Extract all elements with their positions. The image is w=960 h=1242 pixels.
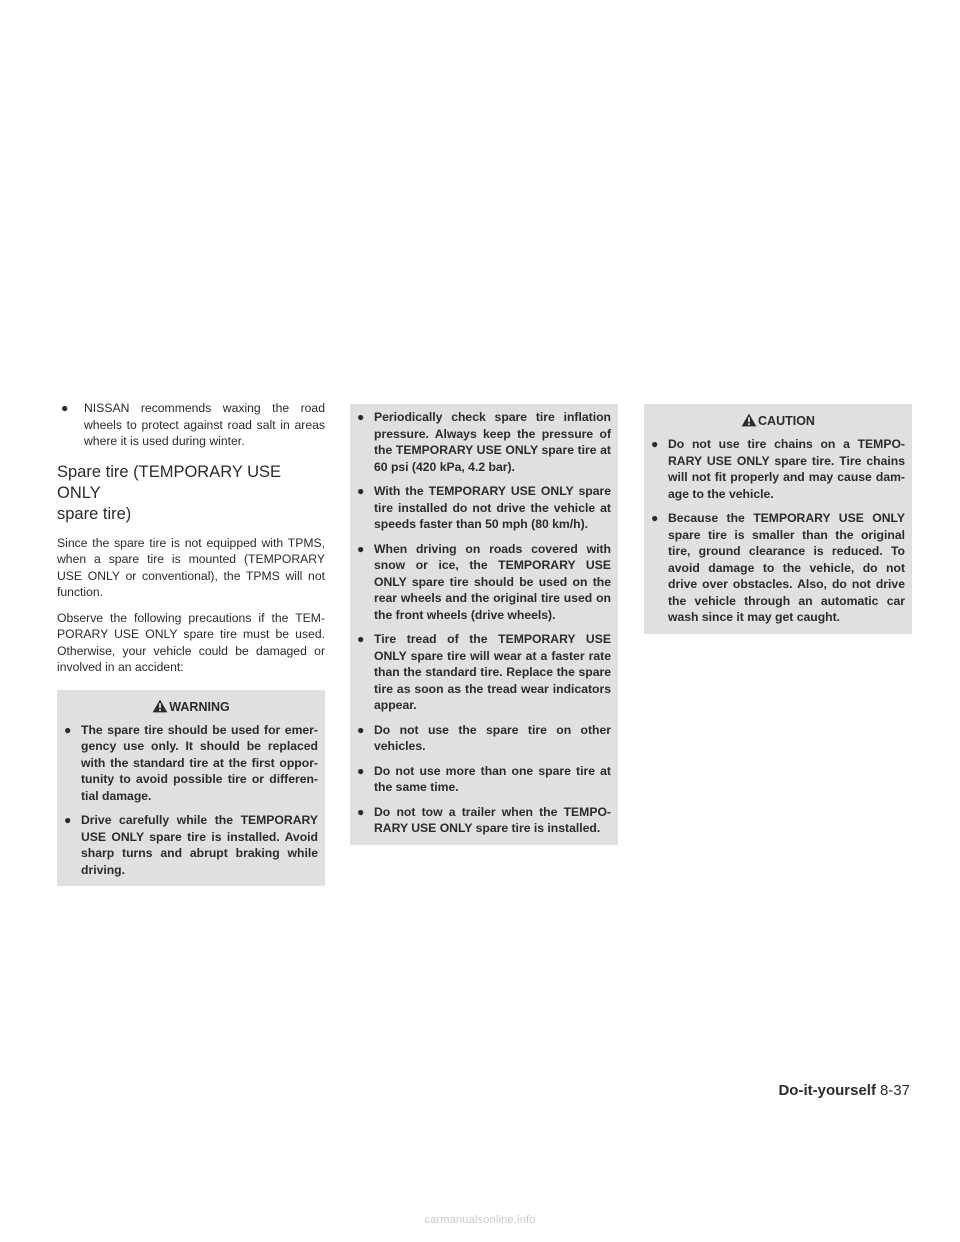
section-title-line2: spare tire) (57, 504, 132, 523)
column-middle (350, 404, 618, 845)
section-title (57, 462, 325, 525)
list-item (64, 812, 318, 878)
bullet-icon: ● (357, 632, 365, 646)
list-item (651, 436, 905, 502)
bullet-icon: ● (357, 722, 365, 737)
list-item (357, 483, 611, 533)
bullet-text: Because the TEMPORARY USE ONLY spare tire is smaller than the original tire, ground clearance is reduced. To avoid damage to the vehicle, do not drive over obstacles. Also, do not drive the vehicle through an automatic car wash since it may get caught. (668, 511, 905, 624)
column-right (644, 404, 912, 634)
list-item (61, 400, 325, 450)
warning-box (57, 690, 325, 887)
bullet-text: Do not use more than one spare tire at the same time. (374, 763, 611, 794)
bullet-icon: ● (61, 401, 69, 415)
bullet-icon: ● (651, 511, 659, 525)
list-item (357, 722, 611, 755)
bullet-text: Periodically check spare tire inflation pressure. Always keep the pressure of the TEMPORARY USE ONLY spare tire at 60 psi (420 kPa, 4.2 bar). (374, 410, 611, 474)
bullet-text: NISSAN recommends waxing the road wheels to protect against road salt in areas where it is used during winter. (84, 401, 325, 448)
bullet-text: Do not tow a trailer when the TEMPO-RARY USE ONLY spare tire is installed. (374, 804, 611, 835)
bullet-icon: ● (651, 437, 659, 451)
footer-section-name: Do-it-yourself (778, 1082, 876, 1099)
page-number: 8-37 (879, 1082, 910, 1099)
bullet-text: Tire tread of the TEMPORARY USE ONLY spare tire will wear at a faster rate than the standard tire. Replace the spare tire as soon as the tread wear indicators appear. (374, 632, 611, 712)
body-paragraph: Observe the following precautions if the TEM-PORARY USE ONLY spare tire must be used. Otherwise, your vehicle could be damaged or involved in an accident: (57, 610, 325, 674)
bullet-text: The spare tire should be used for emer-gency use only. It should be replaced with the standard tire at the first oppor-tunity to avoid possible tire or differen-tial damage. (81, 722, 318, 803)
bullet-text: With the TEMPORARY USE ONLY spare tire installed do not drive the vehicle at speeds faster than 50 mph (80 km/h). (374, 484, 611, 531)
list-item (64, 722, 318, 805)
caution-heading-text: CAUTION (758, 414, 815, 428)
list-item (357, 541, 611, 624)
bullet-icon: ● (357, 804, 365, 819)
list-item (651, 510, 905, 626)
watermark: carmanualsonline.info (424, 1214, 536, 1226)
list-item (357, 804, 611, 837)
bullet-icon: ● (357, 763, 365, 778)
bullet-text: Do not use the spare tire on other vehicles. (374, 722, 611, 753)
warning-triangle-icon (741, 413, 757, 427)
warning-heading-text: WARNING (169, 699, 230, 714)
bullet-text: Do not use tire chains on a TEMPO-RARY USE ONLY spare tire. Tire chains will not fit properly and may cause dam-age to the vehicle. (668, 437, 905, 501)
list-item (357, 409, 611, 475)
bullet-icon: ● (357, 484, 365, 498)
page-footer (778, 1081, 910, 1101)
caution-heading (651, 412, 905, 430)
bullet-text: When driving on roads covered with snow or ice, the TEMPORARY USE ONLY spare tire should be used on the rear wheels and the original tire used on the front wheels (drive wheels). (374, 541, 611, 622)
caution-box (644, 404, 912, 634)
bullet-text: Drive carefully while the TEMPORARY USE ONLY spare tire is installed. Avoid sharp turns and abrupt braking while driving. (81, 813, 318, 877)
bullet-icon: ● (64, 813, 72, 827)
list-item (357, 631, 611, 714)
warning-triangle-icon (152, 699, 168, 713)
warning-continuation-box (350, 404, 618, 845)
warning-heading (64, 698, 318, 716)
column-left (57, 400, 325, 886)
body-paragraph: Since the spare tire is not equipped with TPMS, when a spare tire is mounted (TEMPORARY USE ONLY or conventional), the TPMS will not function. (57, 535, 325, 599)
list-item (357, 763, 611, 796)
bullet-icon: ● (64, 722, 72, 737)
bullet-icon: ● (357, 541, 365, 556)
section-title-line1: Spare tire (TEMPORARY USE ONLY (57, 462, 282, 502)
bullet-icon: ● (357, 410, 365, 424)
